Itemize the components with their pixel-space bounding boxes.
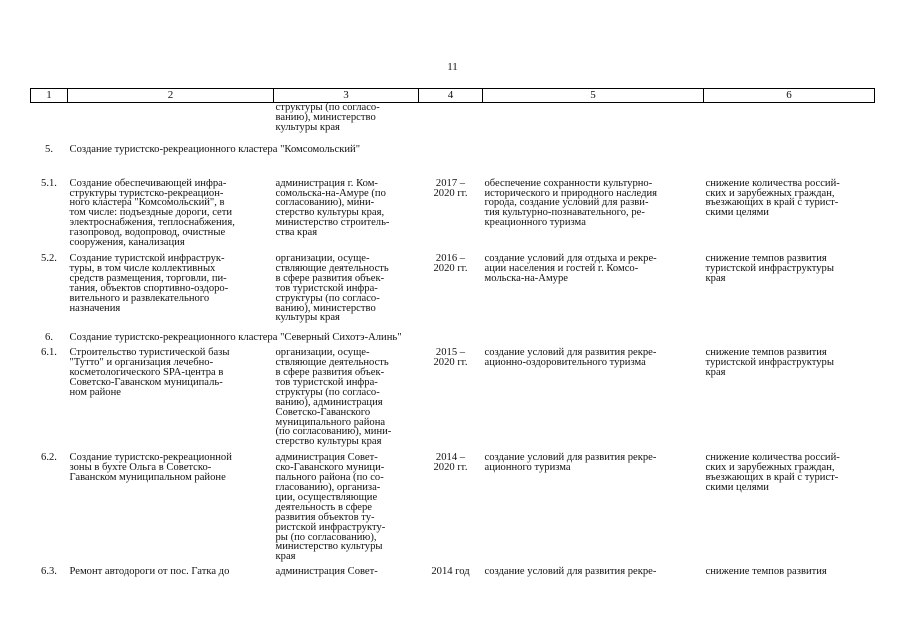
measure-result: обеспечение сохранности культурно- исторического и природного наследия города, создание условий для разви- тия культурно-познавательного, ре- креационного туризма	[484, 177, 658, 229]
measure-row	[31, 447, 875, 562]
measure-row	[31, 155, 875, 248]
measure-risk: снижение темпов развития туристской инфраструктуры края	[705, 347, 834, 379]
measure-executor: администрация Совет- ско-Гаванского муници- пального района (по со- гласованию), организа- ции, осуществляющие деятельность в сфере развития объектов ту- ристской инфраструкту- ры (по согласованию), министерство культуры края	[275, 452, 386, 563]
page-number: 11	[447, 61, 458, 73]
section-number: 6.	[45, 332, 53, 344]
measure-term: 2015 – 2020 гг.	[433, 347, 468, 369]
measure-executor: организации, осуще- ствляющие деятельность в сфере развития объек- тов туристской инфра- структуры (по согласо- ванию), администрация Советско-Гаванского муниципального района (по согласованию), мини- стерство культуры края	[275, 347, 392, 448]
column-header-row	[31, 89, 875, 103]
measure-term: 2016 – 2020 гг.	[433, 252, 468, 274]
measure-risk: снижение темпов развития	[705, 566, 827, 578]
column-number-1: 1	[31, 89, 68, 103]
item-number: 6.2.	[41, 452, 57, 464]
measure-executor: администрация Совет-	[275, 566, 378, 578]
continuation-executor-cell: структуры (по согласо- ванию), министерство культуры края	[275, 102, 380, 133]
item-number: 6.3.	[41, 566, 57, 578]
item-number: 5.1.	[41, 177, 57, 189]
measure-result: создание условий для развития рекре- ационно-оздоровительного туризма	[484, 347, 657, 369]
measure-name: Создание обеспечивающей инфра- структуры туристско-рекреацион- ного кластера "Комсомольский", в том числе: подъездные дороги, сети электроснабжения, теплоснабжения, газопровод, водопровод, очистные сооружения, канализация	[69, 177, 235, 249]
measure-name: Строительство туристической базы "Тутто" и организация лечебно- косметологического SPA-центра в Советско-Гаванском муниципаль- ном районе	[69, 347, 230, 398]
measure-result: создание условий для развития рекре-	[484, 566, 657, 578]
item-number: 5.2.	[41, 252, 57, 264]
measures-table	[30, 88, 875, 577]
column-number-5: 5	[483, 89, 704, 103]
measure-term: 2017 – 2020 гг.	[433, 177, 468, 199]
section-row	[31, 323, 875, 343]
measure-row	[31, 343, 875, 447]
measure-executor: администрация г. Ком- сомольска-на-Амуре (по согласованию), мини- стерство культуры края, министерство строитель- ства края	[275, 177, 390, 239]
column-number-2: 2	[68, 89, 274, 103]
section-title: Создание туристско-рекреационного кластера "Северный Сихотэ-Алинь"	[69, 332, 402, 344]
item-number: 6.1.	[41, 347, 57, 359]
measure-risk: снижение количества россий- ских и зарубежных граждан, въезжающих в край с турист- скими целями	[705, 452, 840, 493]
continuation-row	[31, 103, 875, 133]
section-number: 5.	[45, 143, 53, 155]
measure-row	[31, 248, 875, 323]
column-number-3: 3	[274, 89, 419, 103]
measure-risk: снижение количества россий- ских и зарубежных граждан, въезжающих в край с турист- скими целями	[705, 177, 840, 219]
column-number-6: 6	[704, 89, 875, 103]
measure-term: 2014 – 2020 гг.	[433, 452, 468, 474]
measure-name: Создание туристской инфраструк- туры, в том числе коллективных средств размещения, торговли, пи- тания, объектов спортивно-оздоро- вительного и развлекательного назначения	[69, 252, 229, 314]
section-title: Создание туристско-рекреационного кластера "Комсомольский"	[69, 143, 361, 155]
measure-result: создание условий для отдыха и рекре- ации населения и гостей г. Комсо- мольска-на-Амуре	[484, 252, 657, 284]
measure-name: Ремонт автодороги от пос. Гатка до	[69, 566, 230, 578]
measure-executor: организации, осуще- ствляющие деятельность в сфере развития объек- тов туристской инфра- структуры (по согласо- ванию), министерство культуры края	[275, 252, 389, 324]
measure-risk: снижение темпов развития туристской инфраструктуры края	[705, 252, 834, 284]
section-row	[31, 133, 875, 155]
measure-result: создание условий для развития рекре- ационного туризма	[484, 452, 657, 474]
measure-name: Создание туристско-рекреационной зоны в бухте Ольга в Советско- Гаванском муниципальном районе	[69, 452, 232, 484]
column-number-4: 4	[419, 89, 483, 103]
measure-row	[31, 562, 875, 577]
measure-term: 2014 год	[431, 566, 470, 578]
